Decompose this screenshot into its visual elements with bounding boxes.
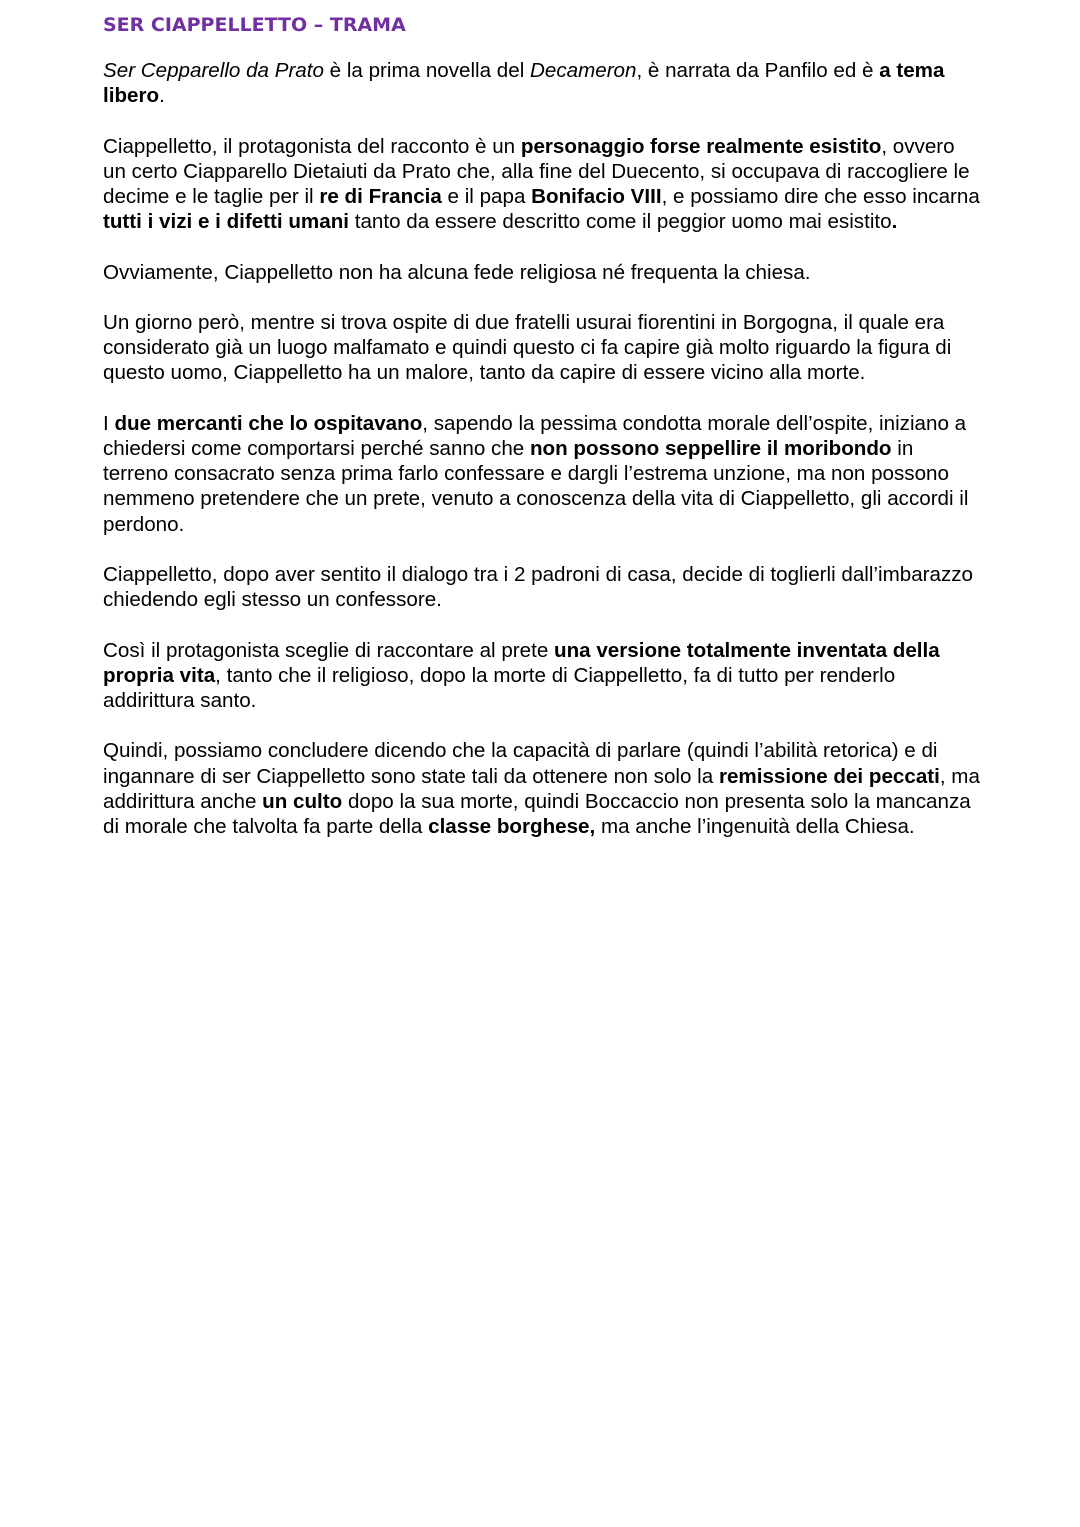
text-run: , sapendo la pessima condotta morale dell’ospite, iniziano a chiedersi come comportarsi perché sanno che (103, 411, 967, 460)
paragraph (103, 411, 983, 537)
text-run: Un giorno però, mentre si trova ospite di due fratelli usurai fiorentini in Borgogna, il quale era considerato già un luogo malfamato e quindi questo ci fa capire già molto riguardo la figura di questo uomo, Ciappelletto ha un malore, tanto da capire di essere vicino alla morte. (103, 310, 952, 385)
text-run: , ovvero un certo Ciapparello Dietaiuti da Prato che, alla fine del Duecento, si occupava di raccogliere le decime e le taglie per il (103, 134, 970, 208)
text-run: . (159, 84, 165, 108)
text-run: e il papa (441, 185, 532, 208)
text-run: Ovviamente, Ciappelletto non ha alcuna fede religiosa né frequenta la chiesa. (103, 260, 811, 284)
text-run: è la prima novella del (323, 59, 531, 82)
italic-text: Ser Cepparello da Prato (103, 59, 324, 82)
text-run: ma anche l’ingenuità della Chiesa. (595, 814, 915, 838)
text-run: , e possiamo dire che esso incarna (661, 185, 980, 208)
bold-text: tutti i vizi e i difetti umani (103, 210, 349, 234)
paragraph (103, 562, 983, 612)
text-run: I (103, 411, 115, 435)
text-run: , ma addirittura anche (103, 764, 980, 813)
text-run: Quindi, possiamo concludere dicendo che la capacità di parlare (quindi l’abilità retorica) e di ingannare di ser Ciappelletto sono state tali da ottenere non solo la (103, 739, 938, 788)
bold-text: . (891, 210, 898, 234)
document-body (103, 58, 983, 864)
italic-text: Decameron (530, 59, 637, 82)
text-run: Così il protagonista sceglie di raccontare al prete (103, 638, 555, 662)
paragraph (103, 260, 983, 285)
bold-text: non possono seppellire il moribondo (529, 436, 892, 460)
text-run: Ciappelletto, il protagonista del racconto è un (103, 134, 521, 158)
text-run: , è narrata da Panfilo ed è (636, 59, 880, 82)
text-run: in terreno consacrato senza prima farlo confessare e dargli l’estrema unzione, ma non possono nemmeno pretendere che un prete, venuto a conoscenza della vita di Ciappelletto, gli accordi il perdono. (103, 436, 969, 536)
bold-text: personaggio forse realmente esistito (520, 134, 882, 158)
bold-text: a tema libero (103, 59, 945, 108)
bold-text: classe borghese, (428, 814, 596, 838)
paragraph (103, 638, 983, 714)
paragraph (103, 738, 983, 839)
bold-text: remissione dei peccati (718, 764, 940, 788)
text-run: Ciappelletto, dopo aver sentito il dialogo tra i 2 padroni di casa, decide di toglierli dall’imbarazzo chiedendo egli stesso un confessore. (103, 562, 974, 612)
bold-text: Bonifacio VIII (531, 185, 662, 208)
bold-text: due mercanti che lo ospitavano (114, 411, 423, 435)
text-run: tanto da essere descritto come il peggior uomo mai esistito (349, 210, 892, 234)
text-run: , tanto che il religioso, dopo la morte di Ciappelletto, fa di tutto per renderlo addirittura santo. (103, 663, 896, 712)
paragraph (103, 310, 983, 386)
bold-text: un culto (262, 789, 343, 813)
bold-text: una versione totalmente inventata della propria vita (103, 638, 940, 687)
bold-text: re di Francia (319, 185, 442, 208)
paragraph (103, 134, 983, 235)
text-run: dopo la sua morte, quindi Boccaccio non presenta solo la mancanza di morale che talvolta fa parte della (103, 789, 971, 838)
document-title: SER CIAPPELLETTO – TRAMA (103, 14, 406, 36)
paragraph (103, 58, 983, 108)
